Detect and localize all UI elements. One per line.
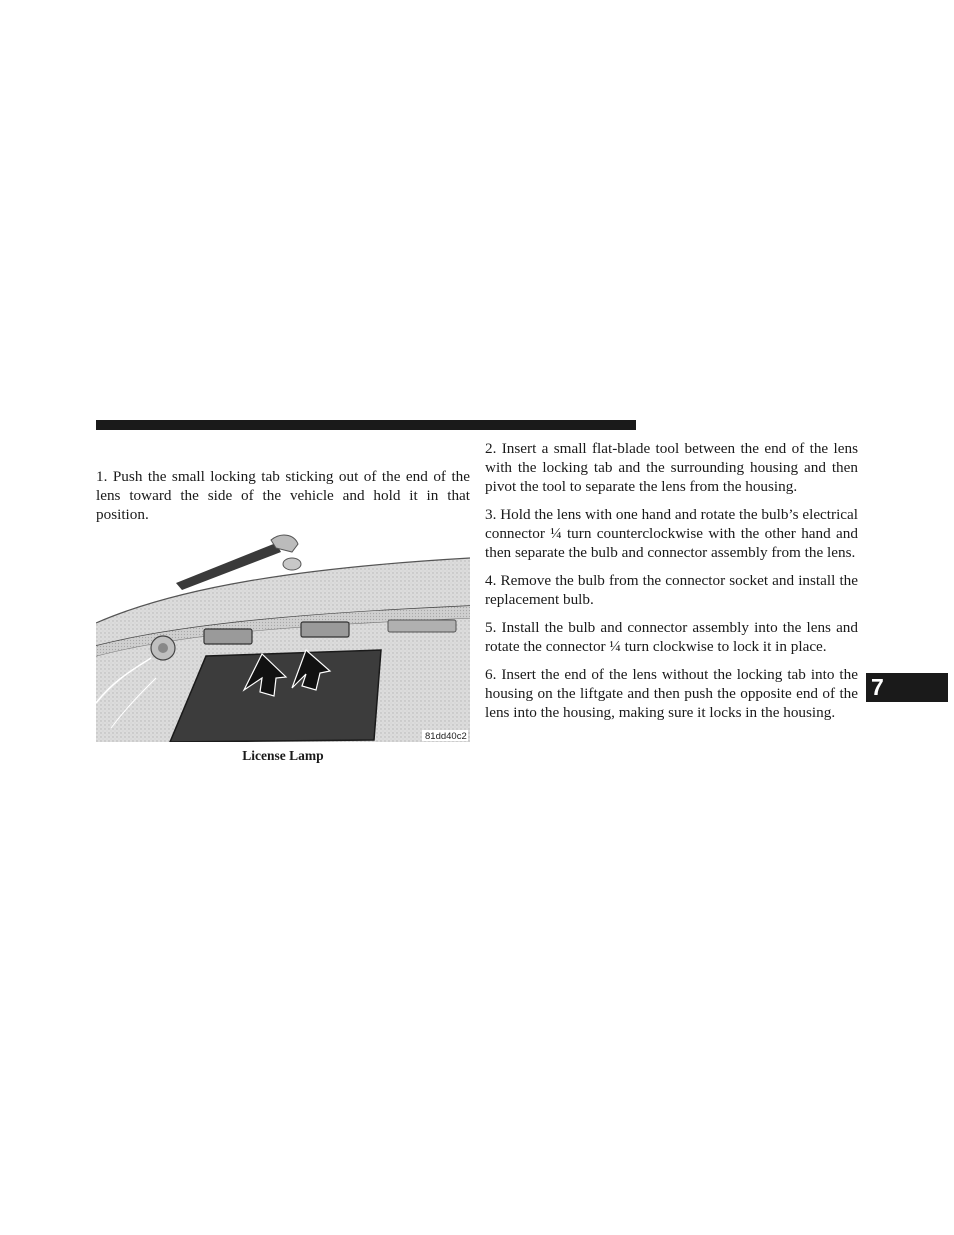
right-lamp-lens — [301, 622, 349, 637]
step-4: 4. Remove the bulb from the connector socket and install the replacement bulb. — [485, 572, 858, 608]
step-3: 3. Hold the lens with one hand and rotate the bulb’s electrical connector ¼ turn counterclockwise with the other hand and then separate the bulb and connector assembly from the lens. — [485, 506, 858, 561]
figure-caption: License Lamp — [242, 748, 324, 763]
chapter-number: 7 — [871, 674, 884, 700]
right-column — [485, 439, 858, 731]
left-lamp-lens — [204, 629, 252, 644]
chapter-tab — [866, 673, 948, 702]
left-column — [96, 467, 470, 524]
section-rule — [96, 420, 636, 430]
figure-code: 81dd40c2 — [425, 731, 467, 742]
license-lamp-figure — [96, 528, 470, 742]
step-5: 5. Install the bulb and connector assembly into the lens and rotate the connector ¼ turn clockwise to lock it in place. — [485, 619, 858, 655]
step-6: 6. Insert the end of the lens without the locking tab into the housing on the liftgate and then push the opposite end of the lens into the housing, making sure it locks in the housing. — [485, 666, 858, 721]
step-1: 1. Push the small locking tab sticking out of the end of the lens toward the side of the vehicle and hold it in that position. — [96, 468, 470, 523]
step-2: 2. Insert a small flat-blade tool between the end of the lens with the locking tab and the surrounding housing and then pivot the tool to separate the lens from the housing. — [485, 440, 858, 495]
